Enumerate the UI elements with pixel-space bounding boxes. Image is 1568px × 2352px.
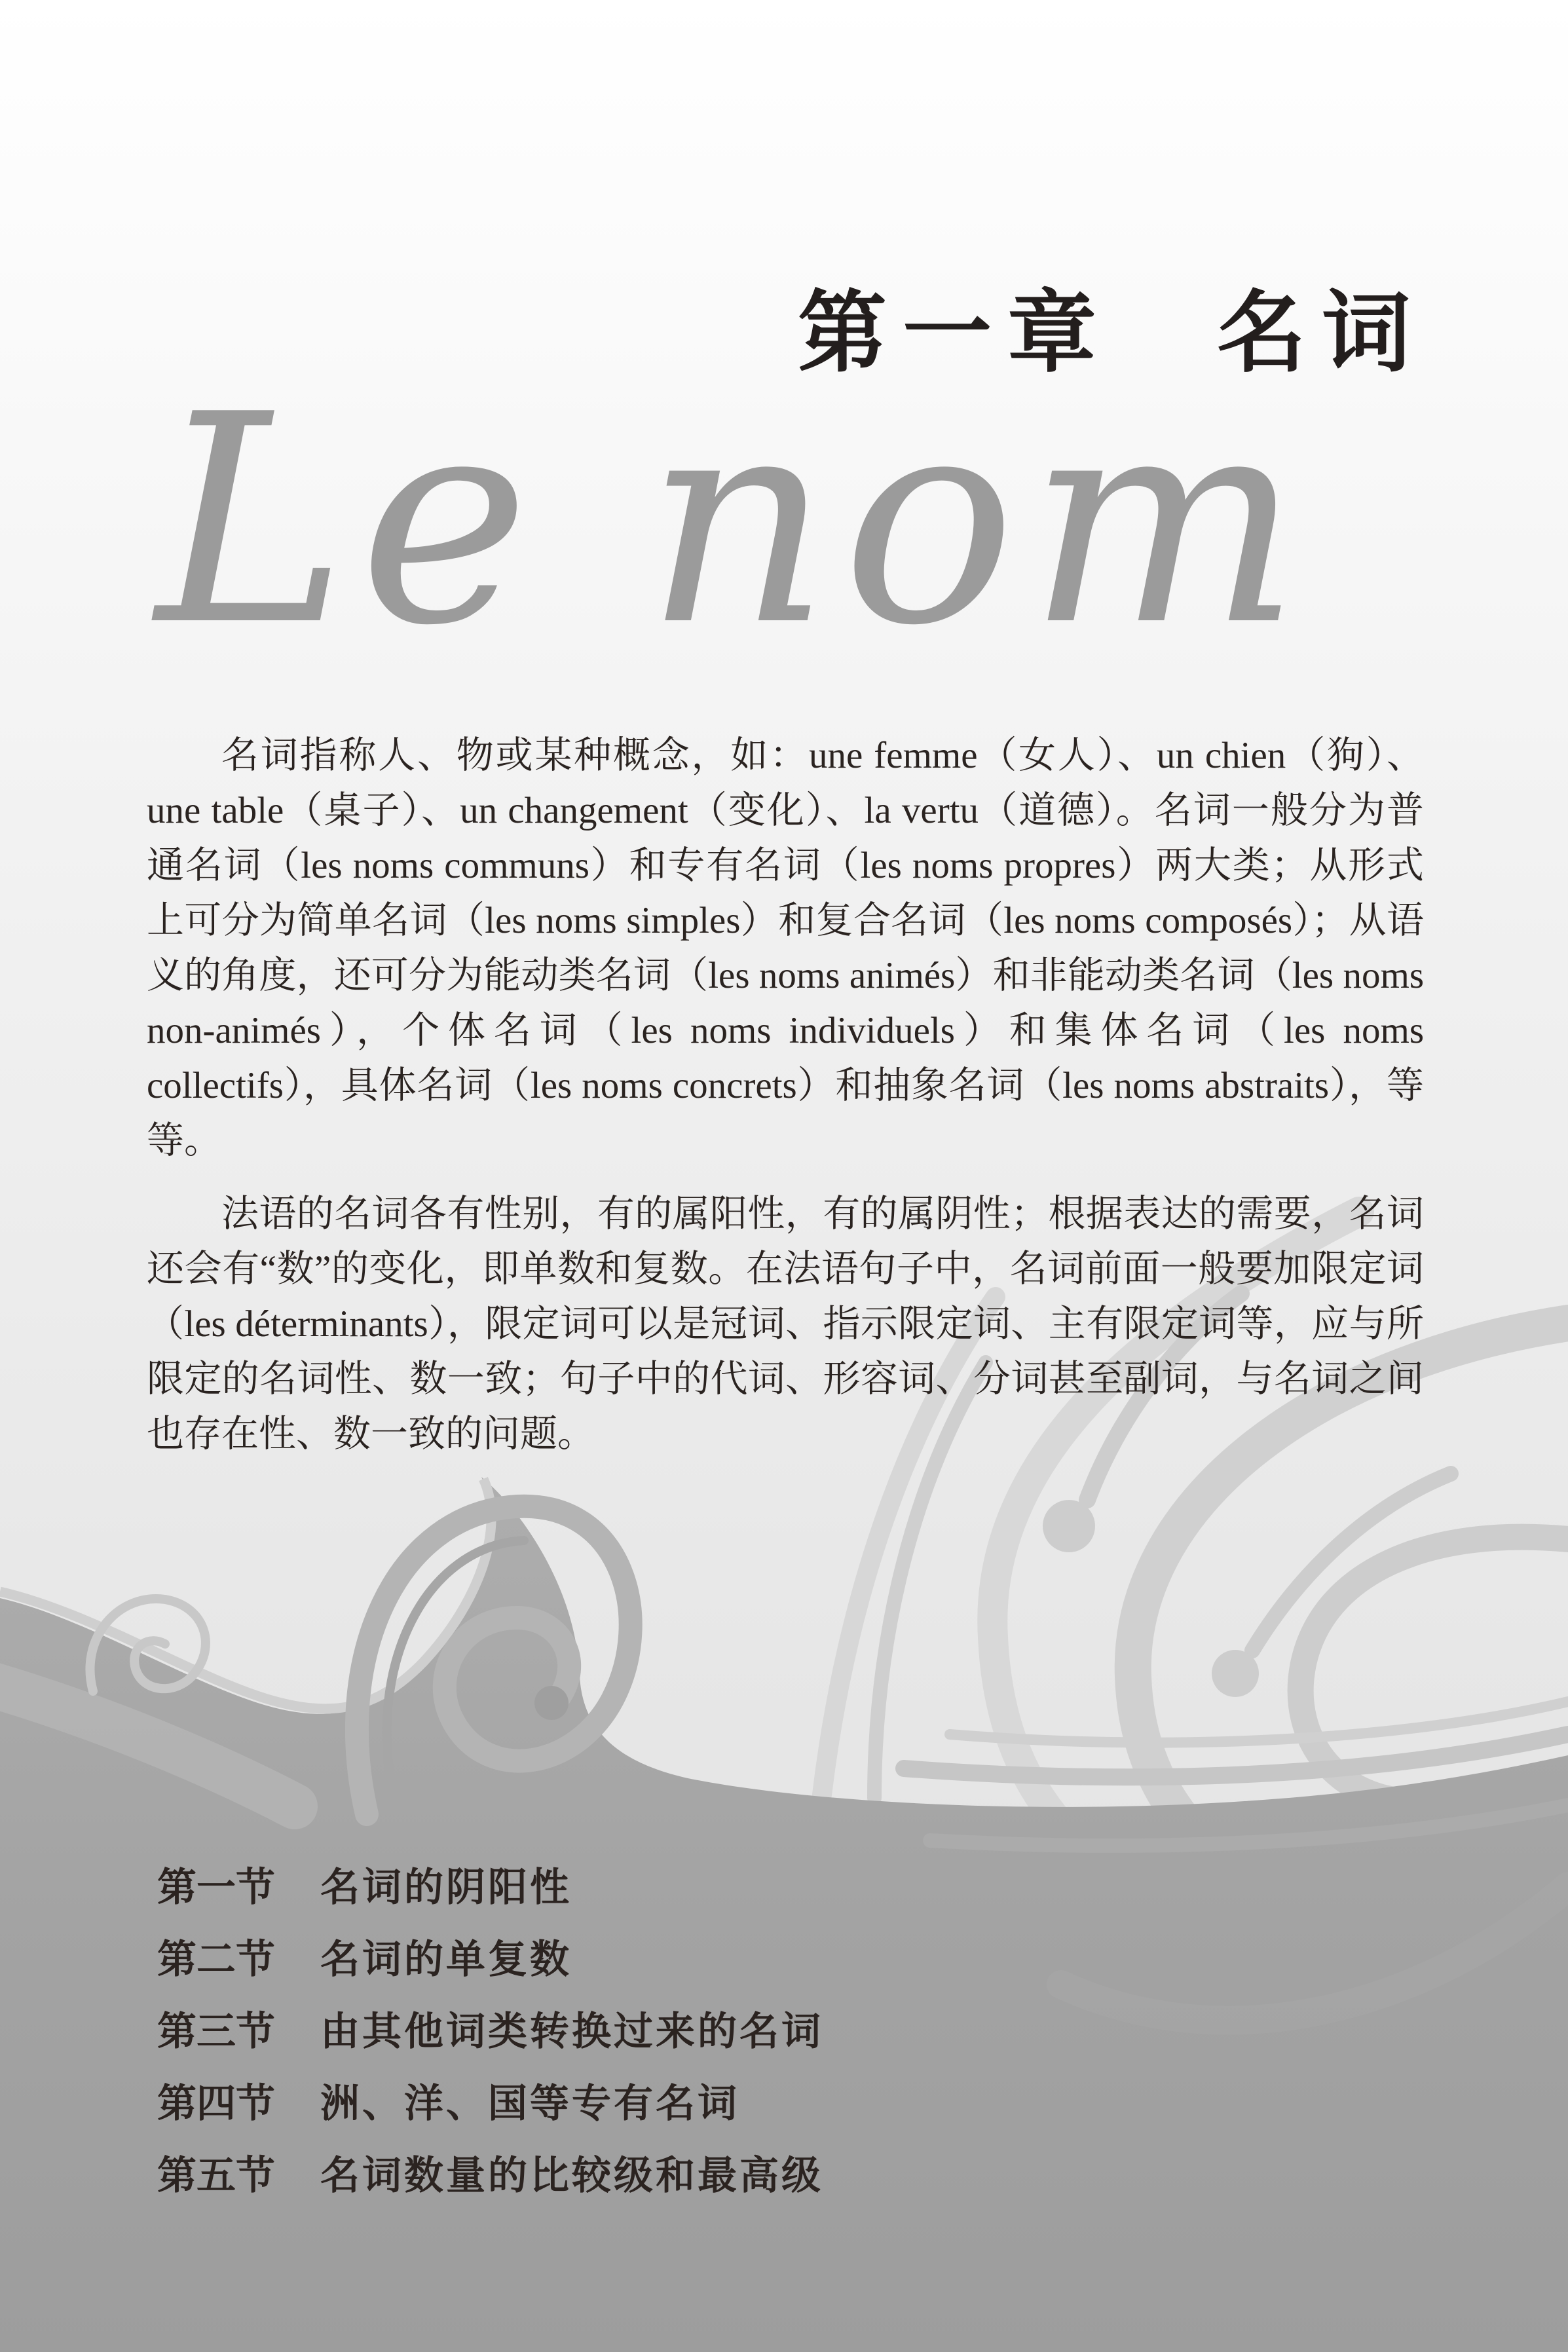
toc-item-3 (157, 1996, 823, 2068)
chapter-script-title: Le nom (156, 353, 1313, 688)
wave-spiral-head-icon (534, 1686, 569, 1720)
toc-item-title: 洲、洋、国等专有名词 (320, 2081, 739, 2125)
intro-text (147, 728, 1424, 1462)
toc-item-title: 由其他词类转换过来的名词 (320, 2009, 823, 2053)
toc-item-number: 第四节 (157, 2081, 275, 2125)
toc-item-1 (157, 1852, 823, 1924)
toc-item-title: 名词的单复数 (320, 1937, 572, 1981)
toc-item-title: 名词的阴阳性 (320, 1865, 572, 1909)
toc-item-5 (157, 2140, 823, 2212)
toc-item-number: 第五节 (157, 2154, 275, 2197)
section-toc (157, 1852, 823, 2212)
intro-paragraph-1: 名词指称人、物或某种概念，如：une femme（女人）、un chien（狗）、une table（桌子）、un changement（变化）、la vertu（道德）。名词一般分为普通名词（les noms communs）和专有名词（les noms propres）两大类；从形式上可分为简单名词（les noms simples）和复合名词（les noms composés）；从语义的角度，还可分为能动类名词（les noms animés）和非能动类名词（les noms non-animés），个体名词（les noms individuels）和集体名词（les noms collectifs），具体名词（les noms concrets）和抽象名词（les noms abstraits），等等。 (147, 735, 1424, 1161)
toc-item-number: 第二节 (157, 1937, 275, 1981)
toc-item-number: 第一节 (157, 1865, 275, 1909)
toc-item-4 (157, 2068, 823, 2140)
intro-paragraph-2: 法语的名词各有性别，有的属阳性，有的属阴性；根据表达的需要，名词还会有“数”的变化，即单数和复数。在法语句子中，名词前面一般要加限定词（les déterminants），限定词可以是冠词、指示限定词、主有限定词等，应与所限定的名词性、数一致；句子中的代词、形容词、分词甚至副词，与名词之间也存在性、数一致的问题。 (147, 1193, 1424, 1455)
curl-head-icon (1212, 1650, 1259, 1697)
curl-head-icon (1043, 1500, 1095, 1552)
toc-item-2 (157, 1924, 823, 1996)
toc-item-title: 名词数量的比较级和最高级 (320, 2154, 823, 2197)
toc-item-number: 第三节 (157, 2009, 275, 2053)
chapter-title: 第一章 名词 (798, 283, 1427, 383)
